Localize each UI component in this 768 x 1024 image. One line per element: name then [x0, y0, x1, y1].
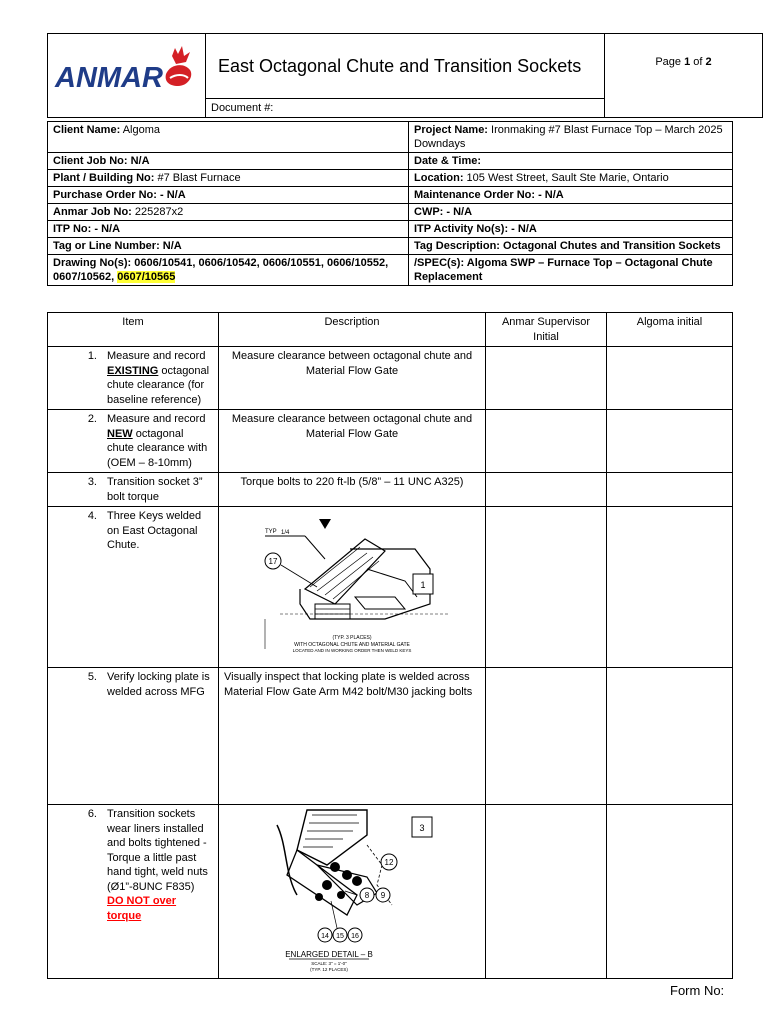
description-cell: [219, 805, 486, 979]
anmar-initial-field[interactable]: [486, 347, 607, 410]
svg-text:8: 8: [364, 891, 370, 900]
warning-text: DO NOT over torque: [107, 895, 177, 922]
header-item: Item: [48, 313, 219, 347]
keys-weld-drawing: [255, 509, 450, 661]
table-row: [48, 507, 733, 668]
algoma-initial-field[interactable]: [607, 347, 733, 410]
svg-text:TYP: TYP: [264, 528, 277, 535]
svg-text:3: 3: [419, 823, 425, 833]
tag-description: Tag Description: Octagonal Chutes and Transition Sockets: [409, 238, 733, 255]
description-cell: Measure clearance between octagonal chute and Material Flow Gate: [219, 347, 486, 410]
anmar-initial-field[interactable]: [486, 410, 607, 473]
project-name: Project Name: Ironmaking #7 Blast Furnace Top – March 2025 Downdays: [409, 122, 733, 153]
svg-text:WITH OCTAGONAL CHUTE AND MATER: WITH OCTAGONAL CHUTE AND MATERIAL GATE: [293, 641, 410, 648]
table-row: [48, 410, 733, 473]
description-cell: [219, 507, 486, 668]
table-row: [48, 473, 733, 507]
header-anmar-initial: Anmar Supervisor Initial: [486, 313, 607, 347]
anmar-initial-field[interactable]: [486, 805, 607, 979]
anmar-logo: [48, 34, 205, 112]
purchase-order: Purchase Order No: - N/A: [48, 187, 409, 204]
date-time: Date & Time:: [409, 153, 733, 170]
description-cell: Visually inspect that locking plate is welded across Material Flow Gate Arm M42 bolt/M30 jacking bolts: [219, 668, 486, 805]
algoma-initial-field[interactable]: [607, 805, 733, 979]
svg-text:15: 15: [336, 933, 344, 940]
algoma-initial-field[interactable]: [607, 668, 733, 805]
itp-no: ITP No: - N/A: [48, 221, 409, 238]
item-cell: 4. Three Keys welded on East Octagonal Chute.: [48, 507, 219, 668]
tag-line-number: Tag or Line Number: N/A: [48, 238, 409, 255]
table-row: [48, 668, 733, 805]
anmar-initial-field[interactable]: [486, 507, 607, 668]
anmar-initial-field[interactable]: [486, 668, 607, 805]
spec: /SPEC(s): Algoma SWP – Furnace Top – Octagonal Chute Replacement: [409, 255, 733, 286]
logo-maple-leaf: [172, 46, 190, 64]
job-info-table: [47, 121, 733, 286]
wear-liner-drawing: [257, 805, 447, 973]
item-cell: 6. Transition sockets wear liners installed and bolts tightened - Torque a little past hand tight, weld nuts (Ø1”-8UNC F835) DO NOT over torque: [48, 805, 219, 979]
svg-text:12: 12: [384, 858, 394, 867]
algoma-initial-field[interactable]: [607, 473, 733, 507]
svg-text:17: 17: [268, 556, 277, 566]
item-cell: 5. Verify locking plate is welded across MFG: [48, 668, 219, 805]
svg-text:1/4: 1/4: [280, 529, 289, 536]
table-row: [48, 805, 733, 979]
svg-text:16: 16: [351, 933, 359, 940]
item-cell: 3. Transition socket 3” bolt torque: [48, 473, 219, 507]
inspection-items-table: [47, 312, 733, 979]
logo-cell: [48, 34, 206, 118]
svg-text:SCALE: 3" = 1'-0": SCALE: 3" = 1'-0": [311, 961, 347, 966]
drawing-numbers: Drawing No(s): 0606/10541, 0606/10542, 0606/10551, 0606/10552, 0607/10562, 0607/10565: [48, 255, 409, 286]
anmar-initial-field[interactable]: [486, 473, 607, 507]
algoma-initial-field[interactable]: [607, 507, 733, 668]
document-header: [47, 33, 763, 118]
document-number-field: Document #:: [206, 99, 605, 118]
page-indicator: Page 1 of 2: [605, 34, 763, 118]
table-row: [48, 347, 733, 410]
itp-activity-no: ITP Activity No(s): - N/A: [409, 221, 733, 238]
anmar-job-no: Anmar Job No: 225287x2: [48, 204, 409, 221]
svg-text:LOCATED AND IN WORKING ORDER T: LOCATED AND IN WORKING ORDER THEN WELD KEYS: [292, 647, 411, 653]
highlighted-drawing: 0607/10565: [117, 271, 176, 283]
svg-text:(TYP. 3 PLACES): (TYP. 3 PLACES): [331, 634, 372, 641]
description-cell: Measure clearance between octagonal chute and Material Flow Gate: [219, 410, 486, 473]
logo-text: ANMAR: [55, 62, 163, 94]
header-description: Description: [219, 313, 486, 347]
form-number: Form No:: [670, 983, 725, 998]
svg-text:14: 14: [321, 933, 329, 940]
cwp: CWP: - N/A: [409, 204, 733, 221]
svg-text:(TYP. 12 PLACES): (TYP. 12 PLACES): [310, 967, 348, 972]
maintenance-order: Maintenance Order No: - N/A: [409, 187, 733, 204]
item-cell: 1. Measure and record EXISTING octagonal chute clearance (for baseline reference): [48, 347, 219, 410]
description-cell: Torque bolts to 220 ft-lb (5/8” – 11 UNC A325): [219, 473, 486, 507]
algoma-initial-field[interactable]: [607, 410, 733, 473]
location: Location: 105 West Street, Sault Ste Marie, Ontario: [409, 170, 733, 187]
document-title: East Octagonal Chute and Transition Sockets: [206, 34, 605, 99]
svg-text:1: 1: [419, 579, 426, 590]
item-cell: 2. Measure and record NEW octagonal chute clearance with (OEM – 8-10mm): [48, 410, 219, 473]
svg-text:9: 9: [380, 891, 386, 900]
svg-text:ENLARGED DETAIL – B: ENLARGED DETAIL – B: [285, 950, 373, 959]
plant-building: Plant / Building No: #7 Blast Furnace: [48, 170, 409, 187]
client-job-no: Client Job No: N/A: [48, 153, 409, 170]
client-name: Client Name: Algoma: [48, 122, 409, 153]
header-algoma-initial: Algoma initial: [607, 313, 733, 347]
